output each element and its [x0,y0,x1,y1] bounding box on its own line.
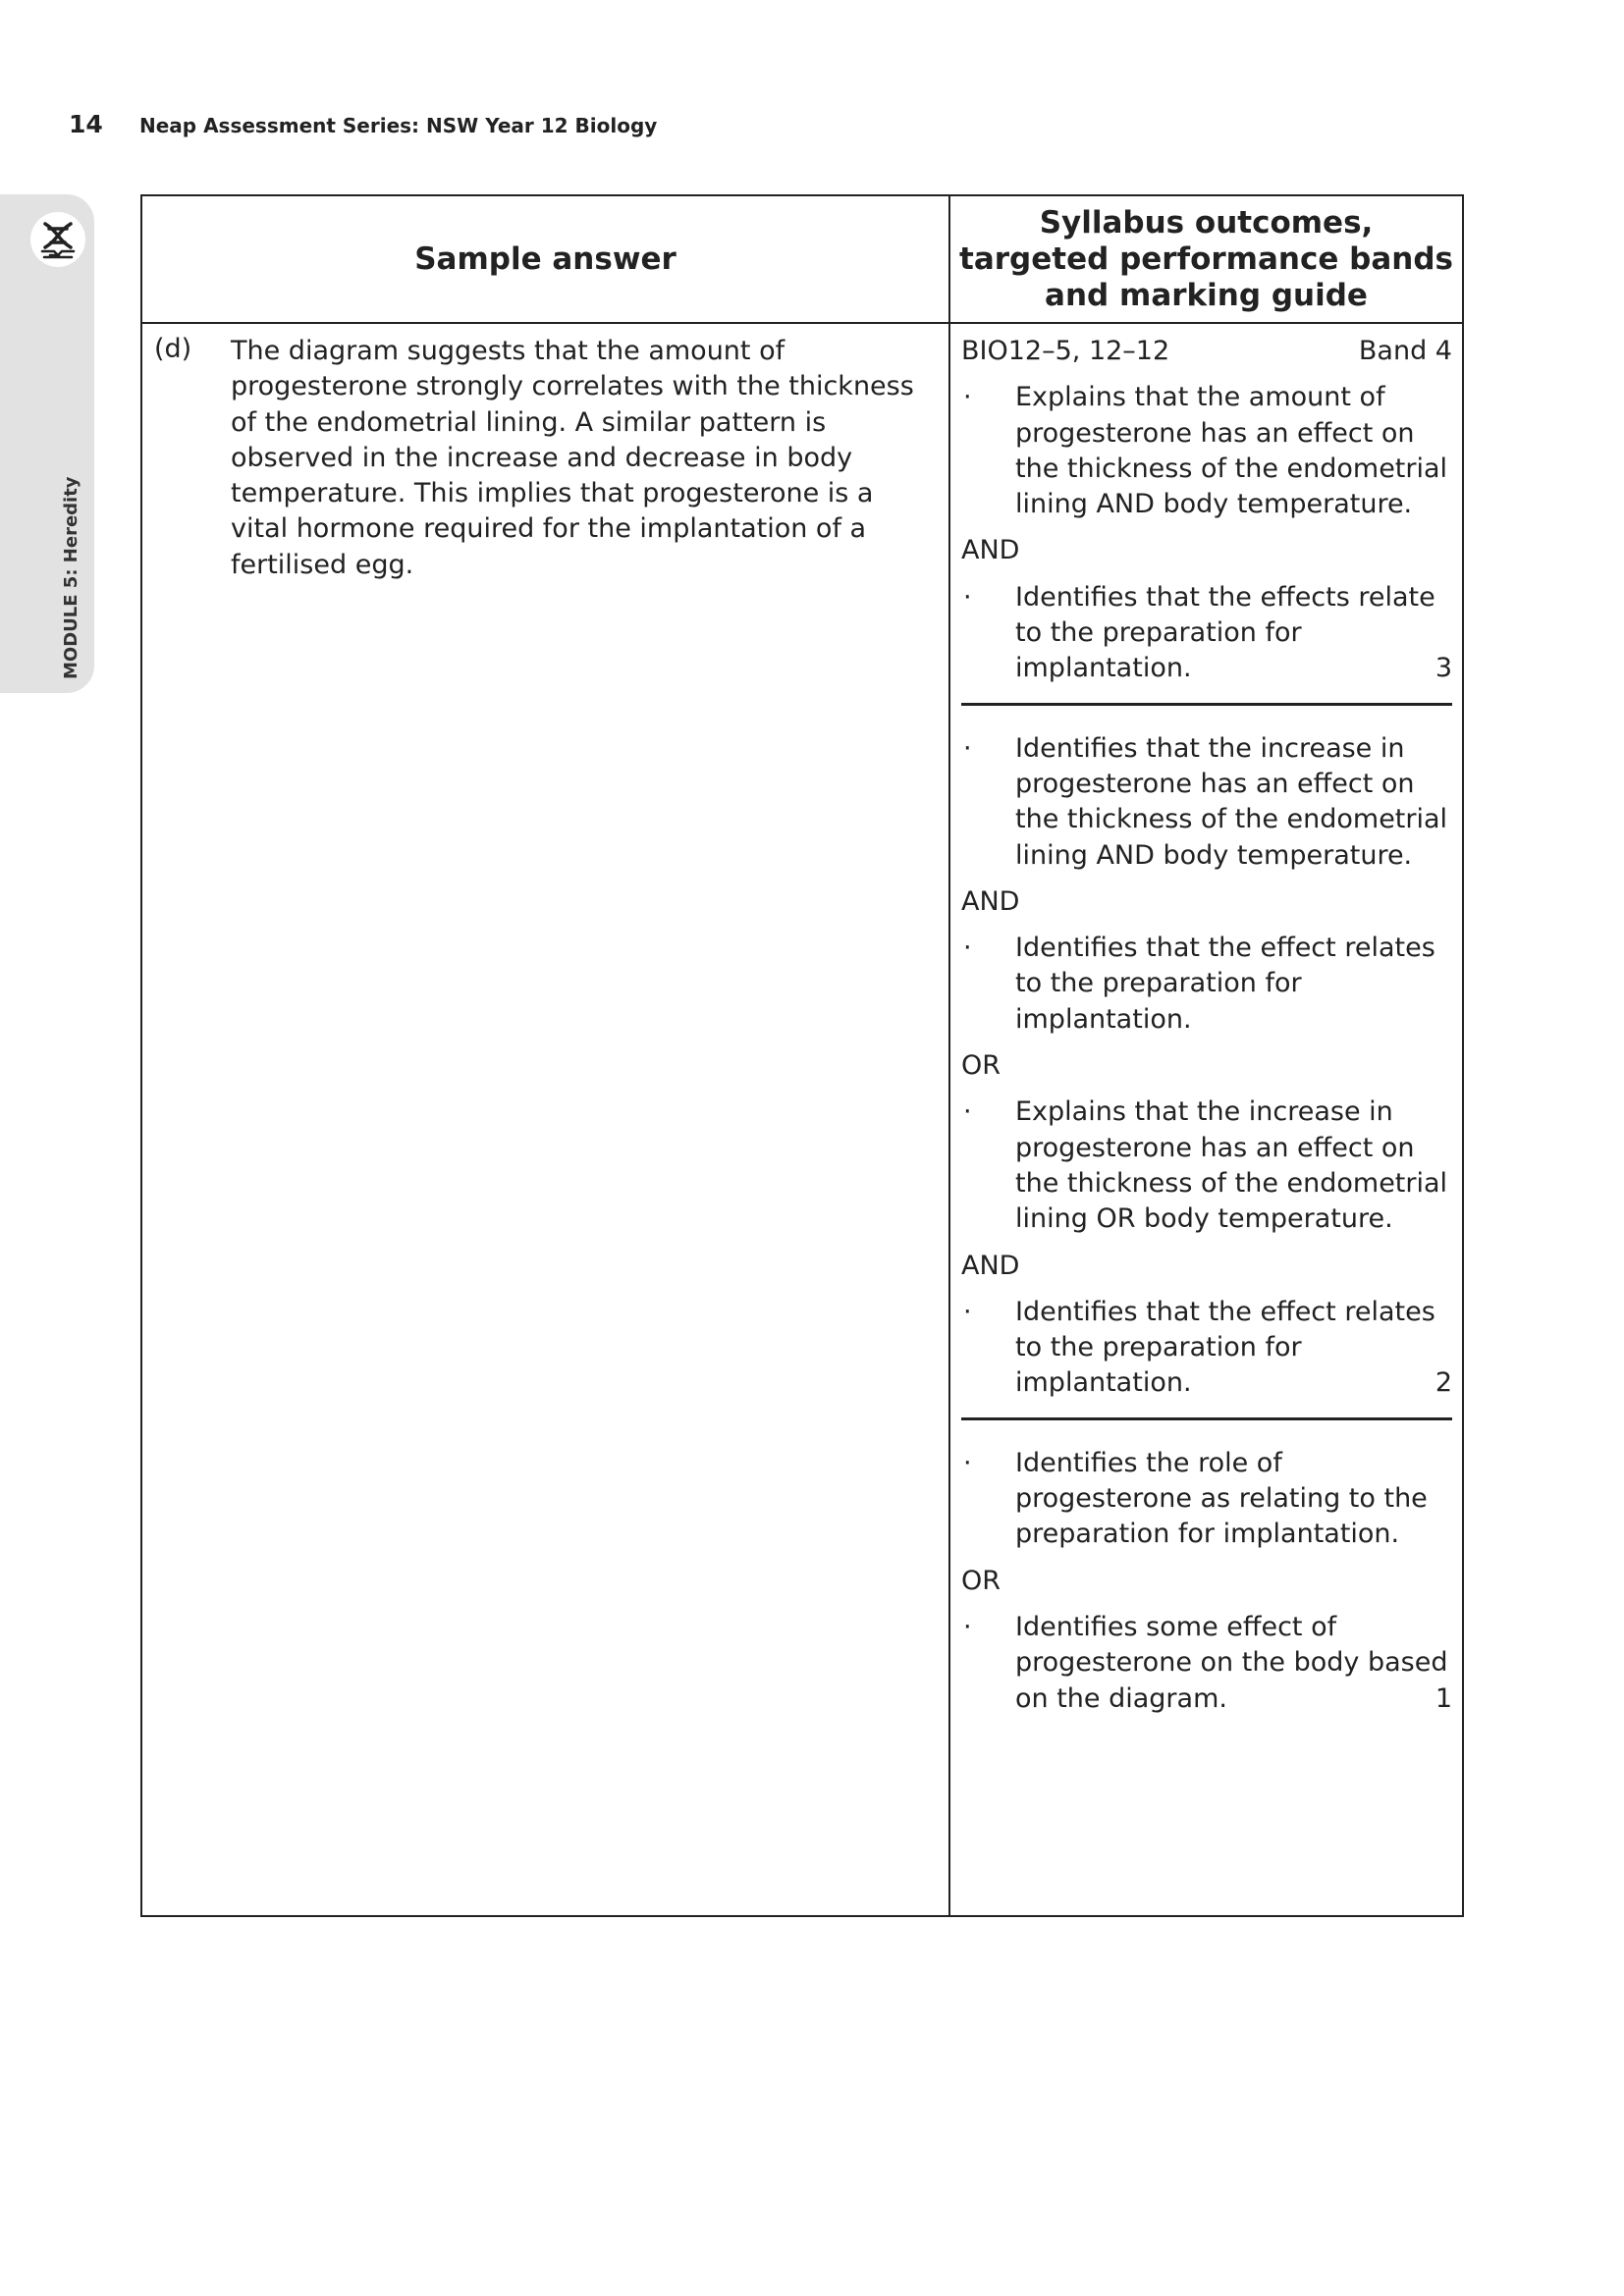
criterion-text: Explains that the amount of progesterone has an effect on the thickness of the endometrial lining AND body temperature. [1015,382,1448,520]
mark-value: 2 [1435,1367,1452,1399]
mark-value: 1 [1435,1682,1452,1714]
conjunction: AND [961,1250,1020,1281]
bullet-marker: · [963,1447,972,1478]
bullet-marker: · [963,732,972,764]
sample-answer-text: The diagram suggests that the amount of progesterone strongly correlates with the thickness of the endometrial lining. A similar pattern is observed in the increase and decrease in body temperature. This implies that progesterone is a vital hormone required for the implantation of a fertilised egg. [231,336,914,580]
mark-separator [961,1417,1452,1420]
bullet-marker: · [963,581,972,613]
heading-line: targeted performance bands [959,240,1453,277]
band-label: Band 4 [1358,336,1452,366]
mark-1-criteria [961,1446,1452,1717]
bullet-marker: · [963,382,972,413]
conjunction: AND [961,535,1020,566]
module-label: MODULE 5: Heredity [61,476,81,679]
page-number: 14 [69,110,103,138]
criterion-bullet [961,1295,1452,1402]
dna-hands-icon [30,212,85,267]
mark-2-criteria [961,731,1452,1402]
column-divider [948,196,950,1915]
mark-value: 3 [1435,653,1452,684]
outcomes-codes: BIO12–5, 12–12 [961,336,1170,366]
bullet-marker: · [963,1611,972,1642]
page-header [69,110,657,138]
criterion-text: Identifies that the increase in progesterone has an effect on the thickness of the endometrial lining AND body temperature. [1015,732,1448,871]
part-label: (d) [154,334,192,364]
sample-answer-heading: Sample answer [414,241,677,277]
module-side-tab [0,194,94,693]
criterion-bullet [961,580,1452,687]
header-divider [142,322,1462,324]
criterion-text: Explains that the increase in progesterone has an effect on the thickness of the endometrial lining OR body temperature. [1015,1096,1448,1235]
criterion-text: Identifies that the effect relates to the preparation for implantation. [1015,933,1435,1035]
outcomes-row [961,334,1452,369]
marking-table [140,194,1464,1917]
conjunction: OR [961,1565,1001,1596]
mark-separator [961,703,1452,706]
criterion-bullet [961,731,1452,874]
criterion-bullet [961,380,1452,522]
criterion-bullet [961,1446,1452,1553]
criterion-text: Identifies some effect of progesterone on the body based on the diagram. [1015,1611,1448,1714]
criterion-text: Identifies that the effect relates to the preparation for implantation. [1015,1296,1435,1399]
syllabus-outcomes-heading [950,196,1462,322]
criterion-text: Identifies the role of progesterone as relating to the preparation for implantation. [1015,1447,1428,1550]
heading-line: and marking guide [1045,277,1368,313]
criterion-bullet [961,1095,1452,1237]
criterion-bullet [961,1610,1452,1717]
criterion-text: Identifies that the effects relate to the preparation for implantation. [1015,581,1435,684]
bullet-marker: · [963,933,972,964]
bullet-marker: · [963,1096,972,1128]
series-title: Neap Assessment Series: NSW Year 12 Biology [139,114,658,137]
marking-guide [961,334,1452,1728]
mark-3-criteria [961,380,1452,686]
bullet-marker: · [963,1296,972,1327]
criterion-bullet [961,931,1452,1038]
heading-line: Syllabus outcomes, [1039,204,1374,240]
conjunction: AND [961,885,1020,917]
conjunction: OR [961,1050,1001,1082]
